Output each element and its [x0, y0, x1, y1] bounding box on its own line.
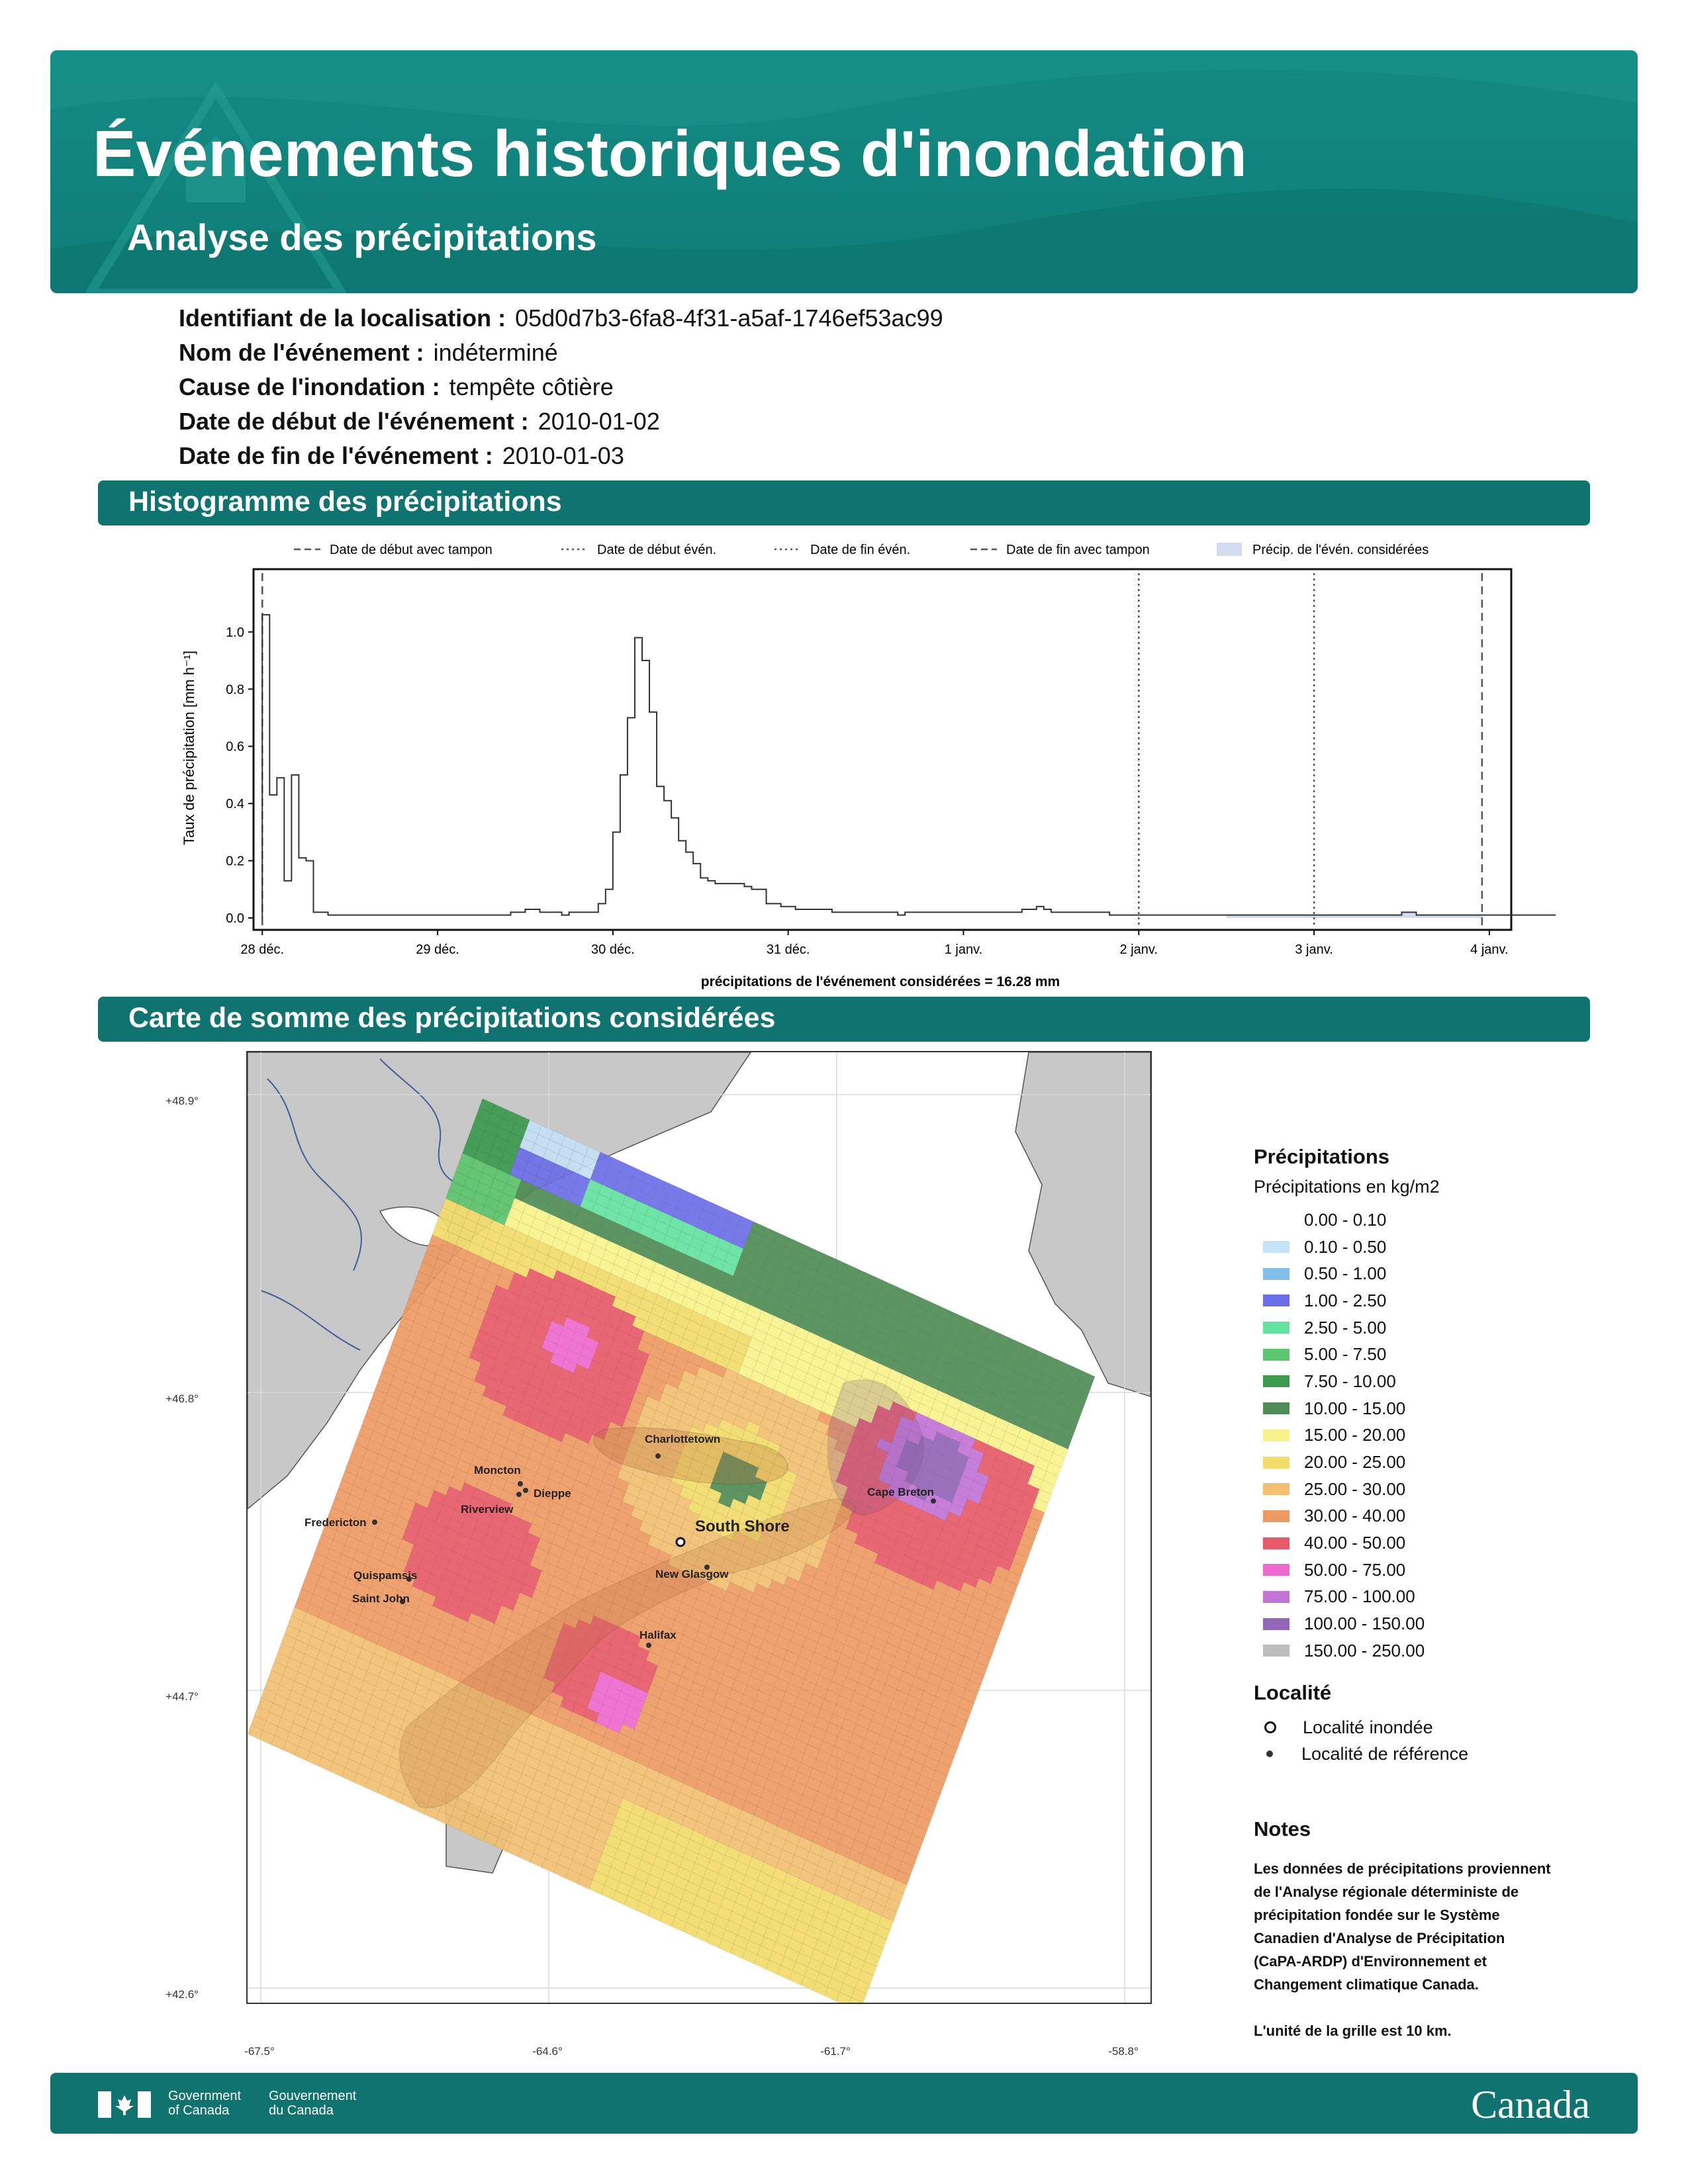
- legend-swatch: [1263, 1241, 1289, 1253]
- y-tick-label: 0.6: [226, 739, 244, 754]
- legend-label: Date de fin avec tampon: [1006, 543, 1150, 557]
- place-label: Cape Breton: [867, 1486, 935, 1498]
- meta-start-date: [179, 408, 660, 435]
- legend-swatch: [1263, 1268, 1289, 1280]
- legend-label: Localité de référence: [1301, 1743, 1469, 1764]
- legend-swatch: [1217, 543, 1242, 556]
- meta-end-date: [179, 442, 624, 470]
- page-title: Événements historiques d'inondation: [93, 117, 1247, 190]
- lat-label: +48.9°: [165, 1095, 199, 1107]
- legend-label: Date de début avec tampon: [330, 543, 492, 557]
- reference-locality-marker: [523, 1488, 528, 1493]
- precipitation-line: [262, 615, 1556, 918]
- legend-label: 75.00 - 100.00: [1304, 1586, 1415, 1607]
- legend-swatch: [1263, 1564, 1289, 1576]
- meta-label: Date de fin de l'événement :: [179, 442, 493, 469]
- precipitation-step-series: [262, 615, 1556, 918]
- notes-line: Changement climatique Canada.: [1254, 1976, 1479, 1993]
- x-tick-label: 29 déc.: [416, 942, 459, 957]
- legend-item: [1254, 1610, 1598, 1637]
- notes-line: Les données de précipitations proviennent: [1254, 1860, 1551, 1877]
- meta-label: Nom de l'événement :: [179, 339, 424, 366]
- meta-value: 05d0d7b3-6fa8-4f31-a5af-1746ef53ac99: [515, 304, 943, 332]
- reference-locality-marker: [518, 1481, 523, 1486]
- legend-swatch: [1263, 1322, 1289, 1334]
- legend-subtitle: Précipitations en kg/m2: [1254, 1177, 1440, 1197]
- legend-item: [1254, 1584, 1598, 1611]
- lon-label: -67.5°: [244, 2045, 275, 2058]
- meta-value: indéterminé: [433, 339, 558, 366]
- meta-location-id: [179, 304, 943, 332]
- canada-wordmark: Canada: [1471, 2083, 1590, 2126]
- section-title: Histogramme des précipitations: [128, 486, 562, 518]
- legend-title: Précipitations: [1254, 1145, 1389, 1168]
- place-label: Quispamsis: [353, 1569, 418, 1582]
- legend-swatch: [1263, 1457, 1289, 1469]
- y-tick-label: 0.0: [226, 911, 244, 926]
- legend-item: [1254, 1260, 1598, 1287]
- legend-label: 0.10 - 0.50: [1304, 1236, 1387, 1257]
- legend-item: [1254, 1529, 1598, 1557]
- gov-en: [168, 2089, 241, 2118]
- x-axis: [240, 930, 1508, 957]
- map-canvas: [248, 1052, 1150, 2003]
- legend-item: [1254, 1557, 1598, 1584]
- reference-locality-marker: [646, 1643, 651, 1648]
- legend-swatch: [1263, 1430, 1289, 1441]
- plot-frame: [254, 569, 1511, 930]
- legend-swatch: [1263, 1618, 1289, 1630]
- legend-item: [1254, 1314, 1598, 1342]
- canada-flag-icon: [98, 2091, 151, 2118]
- notes-line: précipitation fondée sur le Système: [1254, 1907, 1500, 1923]
- date-reference-lines: [262, 573, 1482, 926]
- legend-flooded-locality: [1254, 1714, 1598, 1741]
- y-tick-label: 1.0: [226, 625, 244, 640]
- lon-label: -61.7°: [820, 2045, 851, 2058]
- legend-label: 7.50 - 10.00: [1304, 1371, 1396, 1391]
- gov-en-line: of Canada: [168, 2103, 230, 2118]
- legend-swatch: [1263, 1214, 1289, 1226]
- legend-swatch: [1263, 1483, 1289, 1495]
- y-axis-label: Taux de précipitation [mm h⁻¹]: [181, 650, 197, 846]
- lat-label: +46.8°: [165, 1392, 199, 1405]
- legend-item: [1254, 1422, 1598, 1449]
- open-circle-icon: [1264, 1721, 1276, 1733]
- legend-label: 0.00 - 0.10: [1304, 1209, 1387, 1230]
- meta-value: 2010-01-02: [538, 408, 660, 435]
- legend-item: [1254, 1234, 1598, 1261]
- notes-line: (CaPA-ARDP) d'Environnement et: [1254, 1953, 1487, 1970]
- flooded-locality-marker: [677, 1538, 684, 1546]
- legend-label: 2.50 - 5.00: [1304, 1317, 1387, 1338]
- lon-label: -58.8°: [1108, 2045, 1139, 2058]
- legend-item: [1254, 1503, 1598, 1530]
- legend-label: Précip. de l'évén. considérées: [1252, 543, 1429, 557]
- x-tick-label: 30 déc.: [591, 942, 635, 957]
- reference-locality-marker: [655, 1453, 661, 1459]
- legend-label: 150.00 - 250.00: [1304, 1640, 1425, 1661]
- map-legend: [1254, 1145, 1598, 1664]
- reference-locality-marker: [372, 1520, 377, 1525]
- legend-swatch: [1263, 1295, 1289, 1306]
- y-axis: [226, 625, 254, 926]
- place-label: Charlottetown: [645, 1433, 721, 1445]
- locality-title: Localité: [1254, 1681, 1332, 1704]
- precipitation-map: [246, 1051, 1152, 2004]
- lat-label: +44.7°: [165, 1690, 199, 1703]
- legend-swatch: [1263, 1591, 1289, 1603]
- legend-item: [1254, 1368, 1598, 1395]
- header-banner: [50, 50, 1638, 293]
- x-tick-label: 31 déc.: [766, 942, 810, 957]
- x-tick-label: 3 janv.: [1295, 942, 1333, 957]
- reference-locality-marker: [516, 1492, 522, 1497]
- place-label: Saint John: [352, 1592, 410, 1605]
- legend-item: [1254, 1341, 1598, 1368]
- section-histogram-header: [98, 480, 1590, 525]
- legend-swatch: [1263, 1645, 1289, 1657]
- x-axis-label: précipitations de l'événement considérées = 16.28 mm: [700, 974, 1060, 989]
- place-label: Riverview: [461, 1503, 514, 1516]
- histogram-legend: [294, 543, 1429, 557]
- legend-items: [1254, 1206, 1598, 1664]
- section-map-header: [98, 997, 1590, 1042]
- legend-reference-locality: [1254, 1741, 1598, 1767]
- x-tick-label: 4 janv.: [1470, 942, 1509, 957]
- legend-label: 5.00 - 7.50: [1304, 1344, 1387, 1365]
- meta-label: Cause de l'inondation :: [179, 373, 440, 400]
- legend-label: 100.00 - 150.00: [1304, 1614, 1425, 1634]
- y-tick-label: 0.2: [226, 854, 244, 869]
- page-subtitle: Analyse des précipitations: [127, 216, 597, 258]
- legend-swatch: [1263, 1537, 1289, 1549]
- dot-icon: [1266, 1751, 1273, 1757]
- lat-label: +42.6°: [165, 1988, 199, 2001]
- gov-fr-line: du Canada: [269, 2103, 334, 2118]
- legend-label: 20.00 - 25.00: [1304, 1452, 1406, 1473]
- place-label: South Shore: [695, 1518, 790, 1535]
- place-label: Dieppe: [534, 1487, 571, 1500]
- legend-label: Date de début évén.: [597, 543, 717, 557]
- legend-label: 1.00 - 2.50: [1304, 1290, 1387, 1310]
- legend-item: [1254, 1206, 1598, 1234]
- footer-bar: [50, 2073, 1638, 2134]
- legend-label: 0.50 - 1.00: [1304, 1263, 1387, 1284]
- legend-label: 25.00 - 30.00: [1304, 1479, 1406, 1499]
- legend-swatch: [1263, 1349, 1289, 1361]
- legend-item: [1254, 1287, 1598, 1314]
- x-tick-label: 1 janv.: [944, 942, 983, 957]
- gov-fr: [269, 2089, 356, 2118]
- y-tick-label: 0.8: [226, 682, 244, 698]
- legend-swatch: [1263, 1510, 1289, 1522]
- legend-label: Date de fin évén.: [810, 543, 911, 557]
- notes-line: de l'Analyse régionale déterministe de: [1254, 1884, 1519, 1900]
- meta-flood-cause: [179, 373, 614, 401]
- x-tick-label: 2 janv.: [1119, 942, 1158, 957]
- legend-label: 50.00 - 75.00: [1304, 1559, 1406, 1580]
- place-label: Fredericton: [305, 1516, 367, 1529]
- reference-locality-marker: [931, 1498, 936, 1504]
- notes: [1254, 1817, 1598, 2042]
- meta-event-name: [179, 339, 558, 367]
- place-label: Moncton: [474, 1464, 521, 1477]
- legend-item: [1254, 1476, 1598, 1503]
- notes-title: Notes: [1254, 1817, 1311, 1841]
- legend-item: [1254, 1637, 1598, 1664]
- x-tick-label: 28 déc.: [240, 942, 285, 957]
- place-label: Halifax: [639, 1629, 677, 1641]
- meta-value: tempête côtière: [449, 373, 614, 400]
- lon-label: -64.6°: [532, 2045, 563, 2058]
- locality-legend: [1254, 1681, 1598, 1767]
- section-title: Carte de somme des précipitations considérées: [128, 1002, 776, 1034]
- legend-label: 15.00 - 20.00: [1304, 1425, 1406, 1445]
- legend-label: 30.00 - 40.00: [1304, 1506, 1406, 1526]
- legend-item: [1254, 1395, 1598, 1422]
- meta-value: 2010-01-03: [502, 442, 624, 469]
- precipitation-histogram: [132, 529, 1556, 993]
- gov-fr-line: Gouvernement: [269, 2089, 357, 2103]
- legend-swatch: [1263, 1375, 1289, 1387]
- legend-swatch: [1263, 1402, 1289, 1414]
- gov-en-line: Government: [168, 2089, 242, 2103]
- legend-label: 40.00 - 50.00: [1304, 1533, 1406, 1553]
- legend-label: 10.00 - 15.00: [1304, 1398, 1406, 1418]
- notes-line: Canadien d'Analyse de Précipitation: [1254, 1930, 1505, 1946]
- legend-item: [1254, 1449, 1598, 1476]
- meta-label: Identifiant de la localisation :: [179, 304, 506, 332]
- y-tick-label: 0.4: [226, 797, 244, 812]
- legend-label: Localité inondée: [1303, 1717, 1433, 1737]
- place-label: New Glasgow: [655, 1568, 729, 1580]
- meta-label: Date de début de l'événement :: [179, 408, 529, 435]
- notes-grid-unit: L'unité de la grille est 10 km.: [1254, 2023, 1452, 2039]
